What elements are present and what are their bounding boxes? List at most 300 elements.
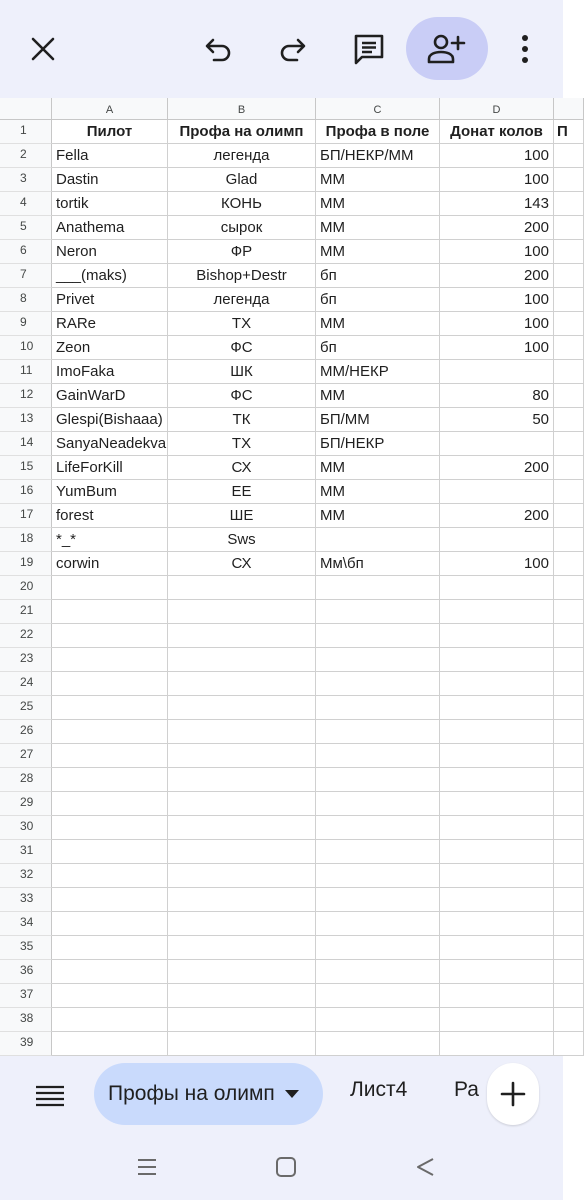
- empty-cell[interactable]: [554, 792, 584, 816]
- cell-e[interactable]: [554, 240, 584, 264]
- cell-donation[interactable]: 200: [440, 216, 554, 240]
- empty-cell[interactable]: [52, 912, 168, 936]
- cell-donation[interactable]: [440, 360, 554, 384]
- system-nav-bar: [0, 1132, 563, 1200]
- table-row: [0, 600, 563, 624]
- empty-cell[interactable]: [316, 768, 440, 792]
- cell-e[interactable]: [554, 480, 584, 504]
- empty-cell[interactable]: [52, 768, 168, 792]
- table-row: [0, 408, 563, 432]
- cell-olymp-prof[interactable]: ФС: [168, 336, 316, 360]
- top-toolbar: [0, 0, 563, 98]
- cell-donation[interactable]: [440, 528, 554, 552]
- row-header[interactable]: 31: [0, 840, 52, 864]
- add-sheet-button[interactable]: [487, 1063, 539, 1125]
- cell-field-prof[interactable]: ММ: [316, 384, 440, 408]
- empty-cell[interactable]: [52, 936, 168, 960]
- column-headers: [0, 98, 563, 120]
- row-header[interactable]: 12: [0, 384, 52, 408]
- table-row: [0, 264, 563, 288]
- row-header[interactable]: 5: [0, 216, 52, 240]
- row-header[interactable]: 8: [0, 288, 52, 312]
- table-row: [0, 984, 563, 1008]
- empty-cell[interactable]: [168, 792, 316, 816]
- all-sheets-button[interactable]: [24, 1070, 76, 1122]
- table-row: [0, 480, 563, 504]
- empty-cell[interactable]: [168, 744, 316, 768]
- empty-cell[interactable]: [440, 816, 554, 840]
- row-header[interactable]: 33: [0, 888, 52, 912]
- empty-cell[interactable]: [554, 648, 584, 672]
- empty-cell[interactable]: [440, 1032, 554, 1056]
- row-header[interactable]: 21: [0, 600, 52, 624]
- row-header[interactable]: 13: [0, 408, 52, 432]
- cell-olymp-prof[interactable]: СХ: [168, 456, 316, 480]
- cell-e[interactable]: [554, 456, 584, 480]
- empty-cell[interactable]: [440, 1008, 554, 1032]
- empty-cell[interactable]: [554, 912, 584, 936]
- empty-cell[interactable]: [440, 864, 554, 888]
- empty-cell[interactable]: [168, 1032, 316, 1056]
- cell-field-prof[interactable]: БП/НЕКР/ММ: [316, 144, 440, 168]
- cell-field-prof[interactable]: ММ: [316, 240, 440, 264]
- row-header[interactable]: 20: [0, 576, 52, 600]
- empty-cell[interactable]: [52, 744, 168, 768]
- empty-cell[interactable]: [168, 960, 316, 984]
- table-row: [0, 960, 563, 984]
- cell-pilot[interactable]: tortik: [52, 192, 168, 216]
- empty-cell[interactable]: [554, 672, 584, 696]
- cell-field-prof[interactable]: БП/ММ: [316, 408, 440, 432]
- row-header[interactable]: 26: [0, 720, 52, 744]
- cell-olymp-prof[interactable]: ШК: [168, 360, 316, 384]
- empty-cell[interactable]: [440, 888, 554, 912]
- column-header-a[interactable]: A: [52, 98, 168, 120]
- empty-cell[interactable]: [316, 744, 440, 768]
- cell-field-prof[interactable]: ММ: [316, 192, 440, 216]
- row-header[interactable]: 22: [0, 624, 52, 648]
- cell-pilot[interactable]: ImoFaka: [52, 360, 168, 384]
- cell-pilot[interactable]: LifeForKill: [52, 456, 168, 480]
- empty-cell[interactable]: [52, 576, 168, 600]
- empty-cell[interactable]: [168, 984, 316, 1008]
- cell-field-prof[interactable]: бп: [316, 336, 440, 360]
- empty-cell[interactable]: [316, 624, 440, 648]
- table-row: [0, 768, 563, 792]
- empty-cell[interactable]: [316, 840, 440, 864]
- cell-donation[interactable]: 100: [440, 168, 554, 192]
- table-row: [0, 792, 563, 816]
- row-header[interactable]: 4: [0, 192, 52, 216]
- tab-ra-clipped[interactable]: [452, 1072, 492, 1116]
- cell-olymp-prof[interactable]: ЕЕ: [168, 480, 316, 504]
- row-header[interactable]: 30: [0, 816, 52, 840]
- empty-cell[interactable]: [168, 624, 316, 648]
- table-row: [0, 576, 563, 600]
- table-row: [0, 144, 563, 168]
- cell-donation[interactable]: 100: [440, 144, 554, 168]
- row-header[interactable]: 37: [0, 984, 52, 1008]
- table-row: [0, 528, 563, 552]
- row-header[interactable]: 3: [0, 168, 52, 192]
- empty-cell[interactable]: [316, 600, 440, 624]
- empty-cell[interactable]: [316, 1008, 440, 1032]
- table-row: [0, 1008, 563, 1032]
- empty-cell[interactable]: [52, 864, 168, 888]
- row-header[interactable]: 1: [0, 120, 52, 144]
- empty-cell[interactable]: [168, 936, 316, 960]
- cell-donation[interactable]: 200: [440, 456, 554, 480]
- cell-e[interactable]: [554, 216, 584, 240]
- cell-donation[interactable]: 100: [440, 240, 554, 264]
- empty-cell[interactable]: [52, 984, 168, 1008]
- empty-cell[interactable]: [440, 600, 554, 624]
- empty-cell[interactable]: [440, 576, 554, 600]
- row-header[interactable]: 34: [0, 912, 52, 936]
- cell-e[interactable]: [554, 312, 584, 336]
- empty-cell[interactable]: [440, 840, 554, 864]
- table-row: [0, 840, 563, 864]
- empty-cell[interactable]: [168, 696, 316, 720]
- empty-cell[interactable]: [554, 936, 584, 960]
- cell-pilot[interactable]: Anathema: [52, 216, 168, 240]
- empty-cell[interactable]: [440, 768, 554, 792]
- more-options-button[interactable]: [495, 19, 555, 79]
- empty-cell[interactable]: [316, 984, 440, 1008]
- empty-cell[interactable]: [316, 936, 440, 960]
- cell-donation[interactable]: 200: [440, 264, 554, 288]
- cell-donation[interactable]: 100: [440, 312, 554, 336]
- table-row: [0, 432, 563, 456]
- cell-donation[interactable]: 100: [440, 552, 554, 576]
- cell-olymp-prof[interactable]: ТК: [168, 408, 316, 432]
- home-button[interactable]: [271, 1152, 301, 1182]
- table-row: [0, 744, 563, 768]
- table-row: [0, 336, 563, 360]
- empty-cell[interactable]: [52, 960, 168, 984]
- tab-list4[interactable]: Лист4: [350, 1078, 408, 1101]
- cell-field-prof[interactable]: бп: [316, 288, 440, 312]
- tab-profy-na-olimp[interactable]: [94, 1063, 323, 1125]
- cell-donation[interactable]: 143: [440, 192, 554, 216]
- empty-cell[interactable]: [554, 888, 584, 912]
- empty-cell[interactable]: [168, 840, 316, 864]
- row-header[interactable]: 6: [0, 240, 52, 264]
- cell-olymp-prof[interactable]: сырок: [168, 216, 316, 240]
- cell-olymp-prof[interactable]: Sws: [168, 528, 316, 552]
- tab-ra-label: Ра: [454, 1078, 479, 1101]
- empty-cell[interactable]: [554, 984, 584, 1008]
- cell-e[interactable]: [554, 144, 584, 168]
- table-row: [0, 504, 563, 528]
- empty-cell[interactable]: [440, 624, 554, 648]
- undo-icon: [204, 36, 234, 62]
- cell-pilot[interactable]: Glespi(Bishaaa): [52, 408, 168, 432]
- row-header[interactable]: 10: [0, 336, 52, 360]
- row-header[interactable]: 35: [0, 936, 52, 960]
- header-cell-pilot[interactable]: Пилот: [52, 120, 168, 144]
- cell-e[interactable]: [554, 288, 584, 312]
- cell-olymp-prof[interactable]: легенда: [168, 288, 316, 312]
- empty-cell[interactable]: [168, 816, 316, 840]
- table-row: [0, 384, 563, 408]
- empty-cell[interactable]: [440, 696, 554, 720]
- empty-cell[interactable]: [554, 1032, 584, 1056]
- empty-cell[interactable]: [52, 840, 168, 864]
- column-header-d[interactable]: D: [440, 98, 554, 120]
- spreadsheet-grid[interactable]: [0, 98, 568, 1056]
- active-tab-label: Профы на олимп: [108, 1082, 275, 1105]
- empty-cell[interactable]: [316, 576, 440, 600]
- cell-olymp-prof[interactable]: СХ: [168, 552, 316, 576]
- empty-cell[interactable]: [554, 864, 584, 888]
- cell-donation[interactable]: [440, 480, 554, 504]
- table-row: [0, 648, 563, 672]
- empty-cell[interactable]: [554, 840, 584, 864]
- row-header[interactable]: 23: [0, 648, 52, 672]
- table-row: [0, 240, 563, 264]
- back-button[interactable]: [410, 1152, 440, 1182]
- empty-cell[interactable]: [554, 720, 584, 744]
- row-header[interactable]: 17: [0, 504, 52, 528]
- empty-cell[interactable]: [168, 672, 316, 696]
- recent-apps-button[interactable]: [132, 1152, 162, 1182]
- cell-pilot[interactable]: forest: [52, 504, 168, 528]
- header-cell-e[interactable]: П: [554, 120, 584, 144]
- cell-pilot[interactable]: SanyaNeadekva: [52, 432, 168, 456]
- table-row: [0, 720, 563, 744]
- row-header[interactable]: 18: [0, 528, 52, 552]
- empty-cell[interactable]: [168, 648, 316, 672]
- cell-field-prof[interactable]: бп: [316, 264, 440, 288]
- cell-e[interactable]: [554, 264, 584, 288]
- cell-donation[interactable]: 200: [440, 504, 554, 528]
- cell-olymp-prof[interactable]: ФС: [168, 384, 316, 408]
- empty-cell[interactable]: [554, 600, 584, 624]
- empty-cell[interactable]: [52, 624, 168, 648]
- empty-cell[interactable]: [440, 744, 554, 768]
- cell-donation[interactable]: 50: [440, 408, 554, 432]
- row-header[interactable]: 19: [0, 552, 52, 576]
- empty-cell[interactable]: [52, 648, 168, 672]
- empty-cell[interactable]: [316, 960, 440, 984]
- empty-cell[interactable]: [316, 672, 440, 696]
- empty-cell[interactable]: [554, 1008, 584, 1032]
- empty-cell[interactable]: [316, 720, 440, 744]
- cell-pilot[interactable]: GainWarD: [52, 384, 168, 408]
- empty-cell[interactable]: [440, 984, 554, 1008]
- row-header[interactable]: 28: [0, 768, 52, 792]
- cell-field-prof[interactable]: ММ: [316, 312, 440, 336]
- table-row: [0, 816, 563, 840]
- cell-e[interactable]: [554, 336, 584, 360]
- empty-cell[interactable]: [52, 696, 168, 720]
- cell-e[interactable]: [554, 168, 584, 192]
- cell-field-prof[interactable]: Мм\бп: [316, 552, 440, 576]
- cell-pilot[interactable]: corwin: [52, 552, 168, 576]
- empty-cell[interactable]: [52, 792, 168, 816]
- cell-olymp-prof[interactable]: ШЕ: [168, 504, 316, 528]
- cell-e[interactable]: [554, 408, 584, 432]
- row-header[interactable]: 32: [0, 864, 52, 888]
- table-row: [0, 312, 563, 336]
- table-row: [0, 360, 563, 384]
- empty-cell[interactable]: [316, 888, 440, 912]
- empty-cell[interactable]: [52, 600, 168, 624]
- row-header[interactable]: 16: [0, 480, 52, 504]
- empty-cell[interactable]: [52, 720, 168, 744]
- empty-cell[interactable]: [52, 672, 168, 696]
- empty-cell[interactable]: [440, 960, 554, 984]
- cell-field-prof[interactable]: ММ: [316, 504, 440, 528]
- cell-pilot[interactable]: YumBum: [52, 480, 168, 504]
- cell-pilot[interactable]: Privet: [52, 288, 168, 312]
- header-cell-olymp-prof[interactable]: Профа на олимп: [168, 120, 316, 144]
- row-header[interactable]: 36: [0, 960, 52, 984]
- table-row: [0, 672, 563, 696]
- recent-apps-icon: [136, 1157, 158, 1177]
- empty-cell[interactable]: [168, 600, 316, 624]
- row-header[interactable]: 9: [0, 312, 52, 336]
- cell-field-prof[interactable]: ММ/НЕКР: [316, 360, 440, 384]
- cell-olymp-prof[interactable]: ФР: [168, 240, 316, 264]
- cell-olymp-prof[interactable]: ТХ: [168, 312, 316, 336]
- empty-cell[interactable]: [316, 1032, 440, 1056]
- cell-pilot[interactable]: Dastin: [52, 168, 168, 192]
- cell-e[interactable]: [554, 432, 584, 456]
- row-header[interactable]: 11: [0, 360, 52, 384]
- empty-cell[interactable]: [554, 744, 584, 768]
- plus-icon: [500, 1081, 526, 1107]
- cell-pilot[interactable]: Fella: [52, 144, 168, 168]
- cell-e[interactable]: [554, 360, 584, 384]
- row-header[interactable]: 7: [0, 264, 52, 288]
- empty-cell[interactable]: [168, 912, 316, 936]
- cell-field-prof[interactable]: ММ: [316, 456, 440, 480]
- empty-cell[interactable]: [316, 816, 440, 840]
- empty-cell[interactable]: [168, 768, 316, 792]
- cell-olymp-prof[interactable]: Glad: [168, 168, 316, 192]
- cell-olymp-prof[interactable]: ТХ: [168, 432, 316, 456]
- empty-cell[interactable]: [316, 864, 440, 888]
- redo-icon: [277, 36, 307, 62]
- row-header[interactable]: 24: [0, 672, 52, 696]
- cell-donation[interactable]: 80: [440, 384, 554, 408]
- empty-cell[interactable]: [316, 648, 440, 672]
- share-button[interactable]: [406, 17, 488, 80]
- cell-olymp-prof[interactable]: Bishop+Destr: [168, 264, 316, 288]
- empty-cell[interactable]: [316, 912, 440, 936]
- select-all-corner[interactable]: [0, 98, 52, 120]
- dropdown-arrow-icon: [285, 1090, 299, 1098]
- empty-cell[interactable]: [52, 1008, 168, 1032]
- empty-cell[interactable]: [440, 672, 554, 696]
- empty-cell[interactable]: [440, 720, 554, 744]
- empty-cell[interactable]: [440, 912, 554, 936]
- empty-cell[interactable]: [168, 576, 316, 600]
- comment-icon: [353, 33, 385, 65]
- cell-pilot[interactable]: Neron: [52, 240, 168, 264]
- table-row: [0, 216, 563, 240]
- cell-pilot[interactable]: *_*: [52, 528, 168, 552]
- redo-button[interactable]: [262, 19, 322, 79]
- cell-e[interactable]: [554, 552, 584, 576]
- column-header-e[interactable]: [554, 98, 584, 120]
- close-button[interactable]: [13, 19, 73, 79]
- empty-cell[interactable]: [316, 792, 440, 816]
- cell-field-prof[interactable]: ММ: [316, 480, 440, 504]
- column-header-c[interactable]: C: [316, 98, 440, 120]
- row-header[interactable]: 39: [0, 1032, 52, 1056]
- row-header[interactable]: 14: [0, 432, 52, 456]
- table-row: [0, 696, 563, 720]
- empty-cell[interactable]: [168, 1008, 316, 1032]
- table-row: [0, 888, 563, 912]
- add-person-icon: [427, 33, 467, 65]
- cell-e[interactable]: [554, 384, 584, 408]
- cell-olymp-prof[interactable]: КОНЬ: [168, 192, 316, 216]
- undo-button[interactable]: [189, 19, 249, 79]
- cell-olymp-prof[interactable]: легенда: [168, 144, 316, 168]
- row-header[interactable]: 2: [0, 144, 52, 168]
- empty-cell[interactable]: [554, 576, 584, 600]
- cell-pilot[interactable]: ___(maks): [52, 264, 168, 288]
- cell-field-prof[interactable]: ММ: [316, 216, 440, 240]
- more-vert-icon: [520, 34, 530, 64]
- empty-cell[interactable]: [52, 1032, 168, 1056]
- empty-cell[interactable]: [554, 960, 584, 984]
- empty-cell[interactable]: [52, 888, 168, 912]
- cell-pilot[interactable]: Zeon: [52, 336, 168, 360]
- comment-button[interactable]: [339, 19, 399, 79]
- cell-e[interactable]: [554, 192, 584, 216]
- cell-field-prof[interactable]: [316, 528, 440, 552]
- cell-pilot[interactable]: RARe: [52, 312, 168, 336]
- row-header[interactable]: 15: [0, 456, 52, 480]
- empty-cell[interactable]: [440, 792, 554, 816]
- empty-cell[interactable]: [168, 720, 316, 744]
- back-icon: [414, 1156, 436, 1178]
- empty-cell[interactable]: [440, 936, 554, 960]
- cell-e[interactable]: [554, 528, 584, 552]
- empty-cell[interactable]: [52, 816, 168, 840]
- cell-e[interactable]: [554, 504, 584, 528]
- header-cell-field-prof[interactable]: Профа в поле: [316, 120, 440, 144]
- row-header[interactable]: 27: [0, 744, 52, 768]
- cell-donation[interactable]: [440, 432, 554, 456]
- empty-cell[interactable]: [554, 816, 584, 840]
- empty-cell[interactable]: [554, 768, 584, 792]
- empty-cell[interactable]: [440, 648, 554, 672]
- header-cell-donation[interactable]: Донат колов: [440, 120, 554, 144]
- empty-cell[interactable]: [554, 624, 584, 648]
- cell-donation[interactable]: 100: [440, 336, 554, 360]
- row-header[interactable]: 29: [0, 792, 52, 816]
- table-row: [0, 456, 563, 480]
- menu-icon: [35, 1085, 65, 1107]
- empty-cell[interactable]: [168, 888, 316, 912]
- row-header[interactable]: 38: [0, 1008, 52, 1032]
- cell-field-prof[interactable]: БП/НЕКР: [316, 432, 440, 456]
- cell-field-prof[interactable]: ММ: [316, 168, 440, 192]
- row-header[interactable]: 25: [0, 696, 52, 720]
- empty-cell[interactable]: [168, 864, 316, 888]
- empty-cell[interactable]: [316, 696, 440, 720]
- cell-donation[interactable]: 100: [440, 288, 554, 312]
- column-header-b[interactable]: B: [168, 98, 316, 120]
- table-row: [0, 1032, 563, 1056]
- empty-cell[interactable]: [554, 696, 584, 720]
